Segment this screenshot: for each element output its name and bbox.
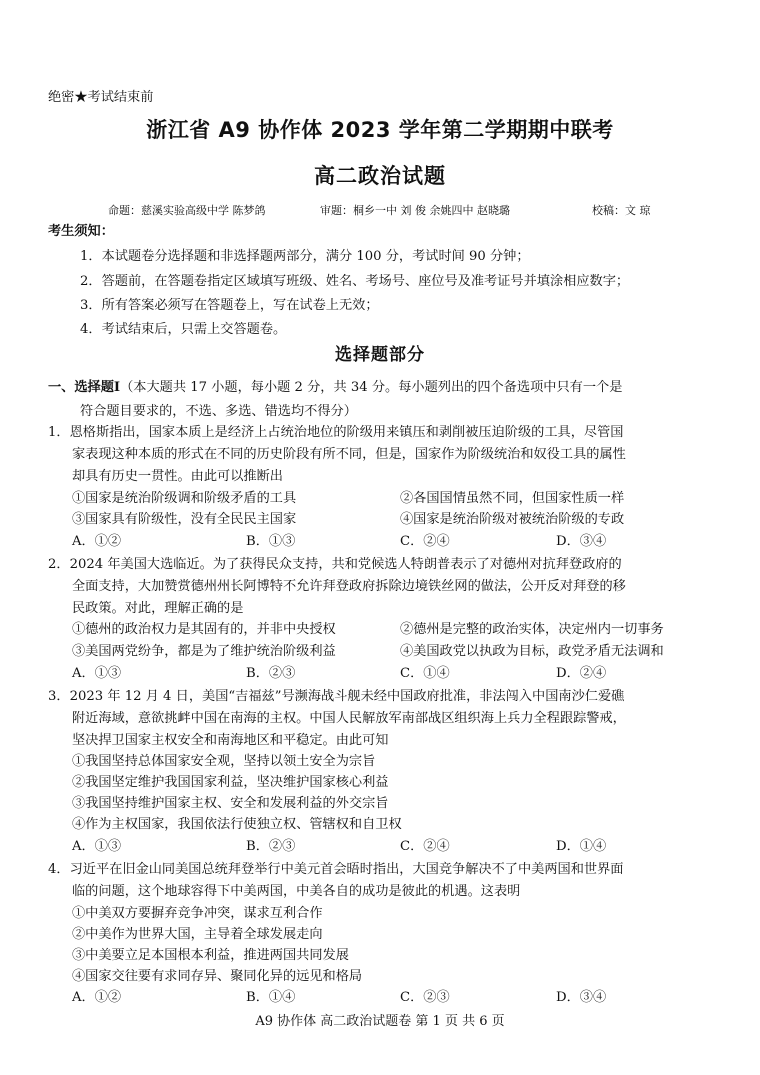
choice-b: B．②③ (246, 666, 296, 681)
statement: ②中美作为世界大国，主导着全球发展走向 (72, 927, 323, 942)
choice-d: D．②④ (556, 666, 607, 681)
question-stem: 民政策。对此，理解正确的是 (72, 601, 244, 616)
question-stem: 家表现这种本质的形式在不同的历史阶段有所不同，但是，国家作为阶级统治和奴役工具的属性 (72, 447, 626, 462)
confidential-label: 绝密★考试结束前 (48, 90, 154, 105)
choice-a: A．①② (72, 990, 122, 1005)
statement: ③美国两党纷争，都是为了维护统治阶级利益 (72, 644, 336, 659)
page-footer: A9 协作体 高二政治试题卷 第 1 页 共 6 页 (255, 1014, 505, 1029)
statement: ④作为主权国家，我国依法行使独立权、管辖权和自卫权 (72, 817, 402, 832)
statement: ①我国坚持总体国家安全观，坚持以领土安全为宗旨 (72, 754, 376, 769)
statement: ②德州是完整的政治实体，决定州内一切事务 (400, 622, 664, 637)
part-label: 一、选择题Ⅰ (48, 380, 121, 395)
part-desc: （本大题共 17 小题，每小题 2 分，共 34 分。每小题列出的四个备选项中只有一个是 (120, 380, 623, 395)
proofreader: 校稿：文 琼 (592, 204, 651, 217)
section-title: 选择题部分 (335, 345, 425, 365)
statement: ③我国坚持维护国家主权、安全和发展利益的外交宗旨 (72, 796, 389, 811)
statement: ④国家是统治阶级对被统治阶级的专政 (400, 512, 625, 527)
notice-item: 4．考试结束后，只需上交答题卷。 (80, 322, 287, 337)
reviewer: 审题：桐乡一中 刘 俊 余姚四中 赵晓璐 (320, 204, 510, 217)
notice-item: 1．本试题卷分选择题和非选择题两部分，满分 100 分，考试时间 90 分钟； (80, 249, 530, 264)
proposer: 命题：慈溪实验高级中学 陈梦鸽 (108, 204, 266, 217)
question-stem: 却具有历史一贯性。由此可以推断出 (72, 469, 283, 484)
choice-b: B．①④ (246, 990, 296, 1005)
choice-d: D．③④ (556, 534, 607, 549)
choice-b: B．①③ (246, 534, 296, 549)
statement: ④美国政党以执政为目标，政党矛盾无法调和 (400, 644, 664, 659)
statement: ③国家具有阶级性，没有全民民主国家 (72, 512, 297, 527)
question-stem: 全面支持，大加赞赏德州州长阿博特不允许拜登政府拆除边境铁丝网的做法，公开反对拜登的移 (72, 579, 626, 594)
question-stem: 4．习近平在旧金山同美国总统拜登举行中美元首会晤时指出，大国竞争解决不了中美两国和世界面 (48, 862, 624, 877)
notice-item: 2．答题前，在答题卷指定区域填写班级、姓名、考场号、座位号及准考证号并填涂相应数字； (80, 274, 630, 289)
choice-c: C．②③ (400, 990, 450, 1005)
choice-c: C．②④ (400, 839, 450, 854)
statement: ①中美双方要摒弃竞争冲突，谋求互利合作 (72, 906, 323, 921)
statement: ②各国国情虽然不同，但国家性质一样 (400, 491, 625, 506)
choice-a: A．①③ (72, 839, 122, 854)
question-stem: 1．恩格斯指出，国家本质上是经济上占统治地位的阶级用来镇压和剥削被压迫阶级的工具，尽管国 (48, 425, 624, 440)
statement: ④国家交往要有求同存异、聚同化异的远见和格局 (72, 969, 363, 984)
choice-b: B．②③ (246, 839, 296, 854)
statement: ③中美要立足本国根本利益，推进两国共同发展 (72, 948, 349, 963)
exam-title: 浙江省 A9 协作体 2023 学年第二学期期中联考 (146, 118, 614, 142)
statement: ②我国坚定维护我国国家利益，坚决维护国家核心利益 (72, 775, 389, 790)
part-desc-cont: 符合题目要求的，不选、多选、错选均不得分） (80, 404, 357, 419)
question-stem: 3．2023 年 12 月 4 日，美国“吉福兹”号濒海战斗舰未经中国政府批准，非法闯入中国南沙仁爱礁 (48, 689, 625, 704)
notice-item: 3．所有答案必须写在答题卷上，写在试卷上无效； (80, 298, 379, 313)
notice-heading: 考生须知： (48, 224, 114, 239)
choice-d: D．①④ (556, 839, 607, 854)
exam-subtitle: 高二政治试题 (314, 164, 446, 188)
choice-a: A．①② (72, 534, 122, 549)
choice-a: A．①③ (72, 666, 122, 681)
question-stem: 2．2024 年美国大选临近。为了获得民众支持，共和党候选人特朗普表示了对德州对抗拜登政府的 (48, 557, 622, 572)
choice-d: D．③④ (556, 990, 607, 1005)
choice-c: C．①④ (400, 666, 450, 681)
statement: ①德州的政治权力是其固有的，并非中央授权 (72, 622, 336, 637)
question-stem: 坚决捍卫国家主权安全和南海地区和平稳定。由此可知 (72, 733, 389, 748)
question-stem: 附近海域，意欲挑衅中国在南海的主权。中国人民解放军南部战区组织海上兵力全程跟踪警戒， (72, 711, 626, 726)
choice-c: C．②④ (400, 534, 450, 549)
part-instructions (48, 376, 622, 395)
question-stem: 临的问题，这个地球容得下中美两国，中美各自的成功是彼此的机遇。这表明 (72, 884, 521, 899)
statement: ①国家是统治阶级调和阶级矛盾的工具 (72, 491, 297, 506)
